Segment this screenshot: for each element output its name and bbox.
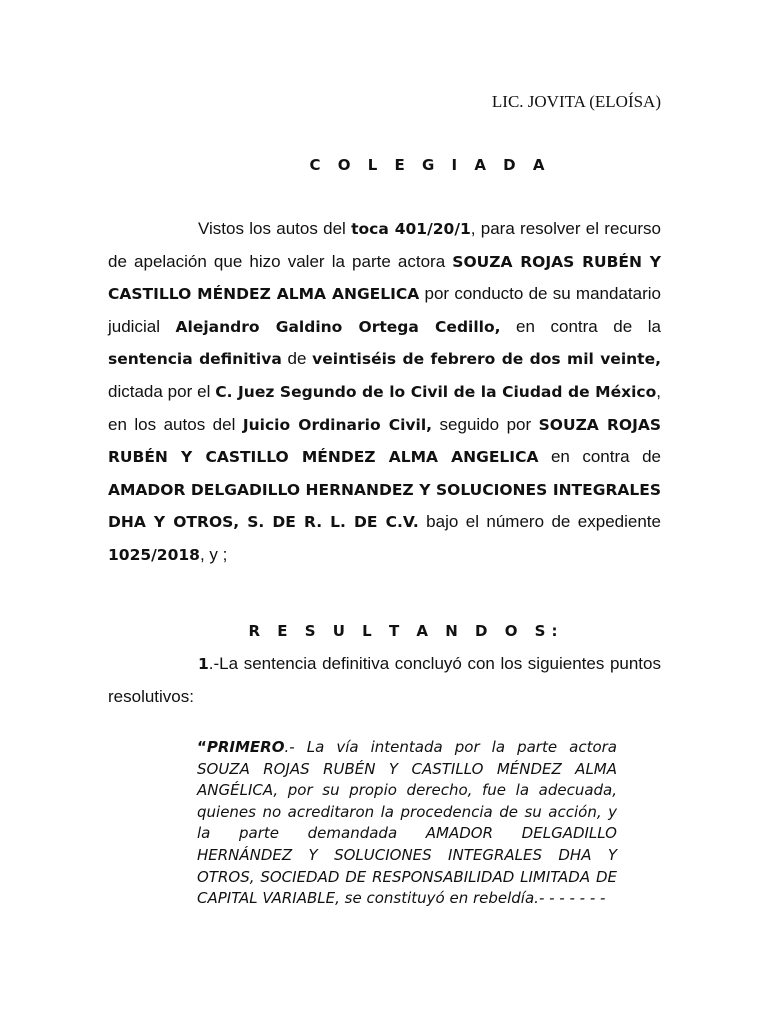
resolutive-quote xyxy=(197,737,617,910)
quote-primero-label: PRIMERO xyxy=(206,738,285,756)
sentencia-date: veintiséis de febrero de dos mil veinte, xyxy=(312,350,661,369)
quote-dashes: - - - - - - - xyxy=(538,889,606,908)
intro-text: Vistos los autos del xyxy=(198,219,352,238)
actora-name: SOUZA ROJAS RUBÉN Y CASTILLO MÉNDEZ ALMA ANGELICA xyxy=(108,252,661,304)
actora-name-repeat: SOUZA ROJAS RUBÉN Y CASTILLO MÉNDEZ ALMA ANGELICA xyxy=(108,415,661,467)
intro-text: seguido por xyxy=(432,414,539,434)
quote-text: .- La vía intentada por la parte actora SOUZA ROJAS RUBÉN Y CASTILLO MÉNDEZ ALMA ANGÉLICA, por su propio derecho, fue la adecuada, quienes no acreditaron la procedencia de su acción, y la parte demandada AMADOR DELGADILLO HERNÁNDEZ Y SOLUCIONES INTEGRALES DHA Y OTROS, SOCIEDAD DE RESPONSABILIDAD LIMITADA DE CAPITAL VARIABLE, se constituyó en rebeldía. xyxy=(197,738,617,908)
toca-number: toca 401/20/1 xyxy=(351,220,471,238)
demandada-name: AMADOR DELGADILLO HERNANDEZ Y SOLUCIONES INTEGRALES DHA Y OTROS, S. DE R. L. DE C.V. xyxy=(108,480,661,532)
intro-text: dictada por el xyxy=(108,381,216,401)
document-header: LIC. JOVITA (ELOÍSA) xyxy=(491,92,661,111)
resultandos-heading: R E S U L T A N D O S: xyxy=(248,622,564,640)
intro-text: en contra de xyxy=(538,447,661,467)
intro-text: , en los autos del xyxy=(108,381,662,434)
quote-open-mark: “ xyxy=(197,738,207,756)
resultando-number: 1 xyxy=(198,655,209,673)
mandatario-name: Alejandro Galdino Ortega Cedillo, xyxy=(175,317,501,336)
document-title: C O L E G I A D A xyxy=(309,156,551,174)
intro-text: , y ; xyxy=(199,544,228,564)
resultando-text: .-La sentencia definitiva concluyó con los siguientes puntos resolutivos: xyxy=(108,654,661,706)
juez-name: C. Juez Segundo de lo Civil de la Ciudad de México xyxy=(215,382,657,401)
intro-text: en contra de la xyxy=(500,316,661,336)
intro-text: de xyxy=(281,349,313,369)
juicio-type: Juicio Ordinario Civil, xyxy=(242,415,433,434)
intro-text: , para resolver el recurso de apelación que hizo valer la parte actora xyxy=(108,219,661,271)
intro-text: bajo el número de expediente xyxy=(418,512,661,532)
expediente-number: 1025/2018 xyxy=(108,545,200,564)
sentencia-label: sentencia definitiva xyxy=(108,350,282,369)
intro-text: por conducto de su mandatario judicial xyxy=(108,284,661,336)
resultando-1 xyxy=(108,648,661,713)
intro-paragraph xyxy=(108,213,661,572)
